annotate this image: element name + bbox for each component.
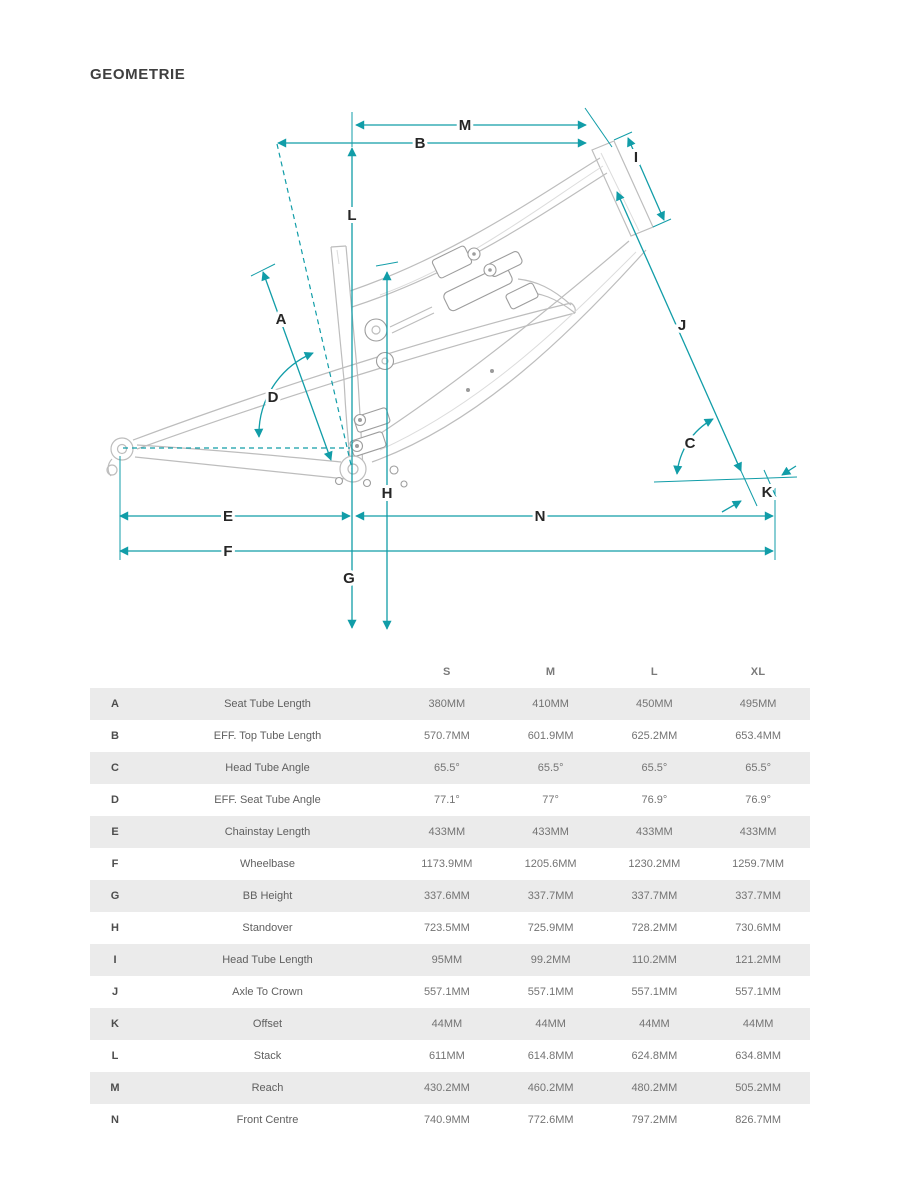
row-value: 433MM xyxy=(636,826,673,838)
ext-headtube-top xyxy=(585,108,612,147)
row-label: Seat Tube Length xyxy=(224,698,311,710)
table-row xyxy=(90,1104,810,1136)
row-value: 99.2MM xyxy=(530,954,571,966)
page-title: GEOMETRIE xyxy=(90,66,186,83)
table-row xyxy=(90,752,810,784)
table-row xyxy=(90,912,810,944)
row-label: Offset xyxy=(252,1018,283,1030)
table-row xyxy=(90,1040,810,1072)
row-value: 611MM xyxy=(428,1050,465,1062)
size-header-L: L xyxy=(650,666,658,678)
size-header-XL: XL xyxy=(750,666,766,678)
row-value: 430.2MM xyxy=(423,1082,470,1094)
row-value: 653.4MM xyxy=(735,730,782,742)
row-value: 65.5° xyxy=(745,762,772,774)
row-value: 725.9MM xyxy=(527,922,574,934)
row-key: G xyxy=(110,890,120,902)
row-value: 624.8MM xyxy=(631,1050,678,1062)
row-key: D xyxy=(111,794,119,806)
row-value: 410MM xyxy=(532,698,569,710)
row-label: BB Height xyxy=(242,890,293,902)
label-F: F xyxy=(223,543,233,560)
row-value: 557.1MM xyxy=(423,986,470,998)
row-key: K xyxy=(111,1018,119,1030)
ground-line xyxy=(654,477,797,482)
row-value: 625.2MM xyxy=(631,730,678,742)
row-value: 450MM xyxy=(636,698,673,710)
row-value: 380MM xyxy=(428,698,466,710)
row-value: 110.2MM xyxy=(631,954,677,966)
row-value: 723.5MM xyxy=(423,922,470,934)
label-K: K xyxy=(761,484,773,501)
row-key: I xyxy=(113,954,117,966)
table-row xyxy=(90,880,810,912)
row-label: Head Tube Length xyxy=(222,954,313,966)
label-A: A xyxy=(275,311,287,328)
row-value: 337.7MM xyxy=(735,890,782,902)
row-value: 730.6MM xyxy=(735,922,782,934)
label-E: E xyxy=(222,508,234,525)
row-label: Front Centre xyxy=(236,1114,299,1126)
row-value: 570.7MM xyxy=(423,730,470,742)
row-key: M xyxy=(110,1082,120,1094)
row-value: 797.2MM xyxy=(631,1114,678,1126)
row-key: L xyxy=(111,1050,119,1062)
row-label: Reach xyxy=(251,1082,284,1094)
size-header-row xyxy=(90,656,810,688)
row-key: F xyxy=(111,858,119,870)
row-key: N xyxy=(111,1114,119,1126)
label-L: L xyxy=(347,207,357,224)
row-value: 1173.9MM xyxy=(421,858,473,870)
row-label: EFF. Top Tube Length xyxy=(213,730,322,742)
label-G: G xyxy=(343,570,355,587)
row-value: 557.1MM xyxy=(527,986,574,998)
label-J: J xyxy=(677,317,687,334)
row-label: Stack xyxy=(253,1050,282,1062)
spacer xyxy=(90,656,140,688)
row-value: 740.9MM xyxy=(423,1114,470,1126)
table-row xyxy=(90,1072,810,1104)
row-value: 44MM xyxy=(535,1018,566,1030)
row-value: 433MM xyxy=(532,826,569,838)
row-value: 337.7MM xyxy=(527,890,574,902)
table-row xyxy=(90,720,810,752)
row-value: 433MM xyxy=(739,826,777,838)
label-C: C xyxy=(684,435,696,452)
frame-outline xyxy=(107,141,653,487)
label-I: I xyxy=(633,149,639,166)
dim-K-offset xyxy=(722,501,741,512)
row-value: 76.9° xyxy=(745,794,772,806)
row-value: 95MM xyxy=(431,954,463,966)
row-label: Standover xyxy=(242,922,293,934)
row-value: 614.8MM xyxy=(527,1050,574,1062)
row-value: 601.9MM xyxy=(527,730,574,742)
table-row xyxy=(90,944,810,976)
row-key: A xyxy=(111,698,119,710)
size-header-S: S xyxy=(443,666,451,678)
row-value: 337.6MM xyxy=(423,890,470,902)
size-header-M: M xyxy=(545,666,556,678)
bike-geometry-diagram xyxy=(0,95,900,657)
row-key: E xyxy=(111,826,119,838)
label-N: N xyxy=(534,508,546,525)
row-value: 826.7MM xyxy=(735,1114,782,1126)
row-label: Axle To Crown xyxy=(232,986,303,998)
row-value: 495MM xyxy=(739,698,777,710)
row-value: 433MM xyxy=(428,826,466,838)
row-value: 44MM xyxy=(742,1018,774,1030)
row-value: 77° xyxy=(542,794,559,806)
dimension-lines xyxy=(120,108,797,629)
row-value: 557.1MM xyxy=(631,986,678,998)
label-H: H xyxy=(381,485,393,502)
row-value: 772.6MM xyxy=(527,1114,574,1126)
row-value: 65.5° xyxy=(641,762,668,774)
table-row xyxy=(90,976,810,1008)
row-key: J xyxy=(111,986,119,998)
row-value: 505.2MM xyxy=(735,1082,782,1094)
table-row xyxy=(90,816,810,848)
row-value: 1230.2MM xyxy=(628,858,681,870)
dim-A-seattube xyxy=(263,272,331,460)
row-label: Chainstay Length xyxy=(224,826,311,838)
table-row xyxy=(90,1008,810,1040)
row-key: H xyxy=(111,922,119,934)
geometry-table xyxy=(90,656,810,1136)
row-value: 1259.7MM xyxy=(732,858,785,870)
row-value: 77.1° xyxy=(433,794,460,806)
label-M: M xyxy=(458,117,472,134)
row-value: 460.2MM xyxy=(527,1082,574,1094)
row-value: 728.2MM xyxy=(631,922,678,934)
table-row xyxy=(90,688,810,720)
spacer xyxy=(140,656,395,688)
row-value: 76.9° xyxy=(641,794,668,806)
row-value: 44MM xyxy=(639,1018,670,1030)
table-row xyxy=(90,784,810,816)
row-value: 557.1MM xyxy=(735,986,782,998)
row-value: 121.2MM xyxy=(735,954,782,966)
geometry-table-body xyxy=(90,688,810,1136)
row-value: 480.2MM xyxy=(631,1082,678,1094)
seat-axis-dashed xyxy=(277,144,352,469)
row-value: 1205.6MM xyxy=(524,858,577,870)
row-value: 65.5° xyxy=(537,762,564,774)
row-value: 44MM xyxy=(431,1018,463,1030)
row-key: B xyxy=(111,730,119,742)
row-key: C xyxy=(111,762,119,774)
row-value: 634.8MM xyxy=(735,1050,782,1062)
row-label: EFF. Seat Tube Angle xyxy=(214,794,321,806)
row-value: 65.5° xyxy=(433,762,460,774)
table-row xyxy=(90,848,810,880)
label-D: D xyxy=(267,389,279,406)
row-label: Head Tube Angle xyxy=(225,762,310,774)
label-B: B xyxy=(414,135,426,152)
row-label: Wheelbase xyxy=(239,858,296,870)
row-value: 337.7MM xyxy=(631,890,678,902)
